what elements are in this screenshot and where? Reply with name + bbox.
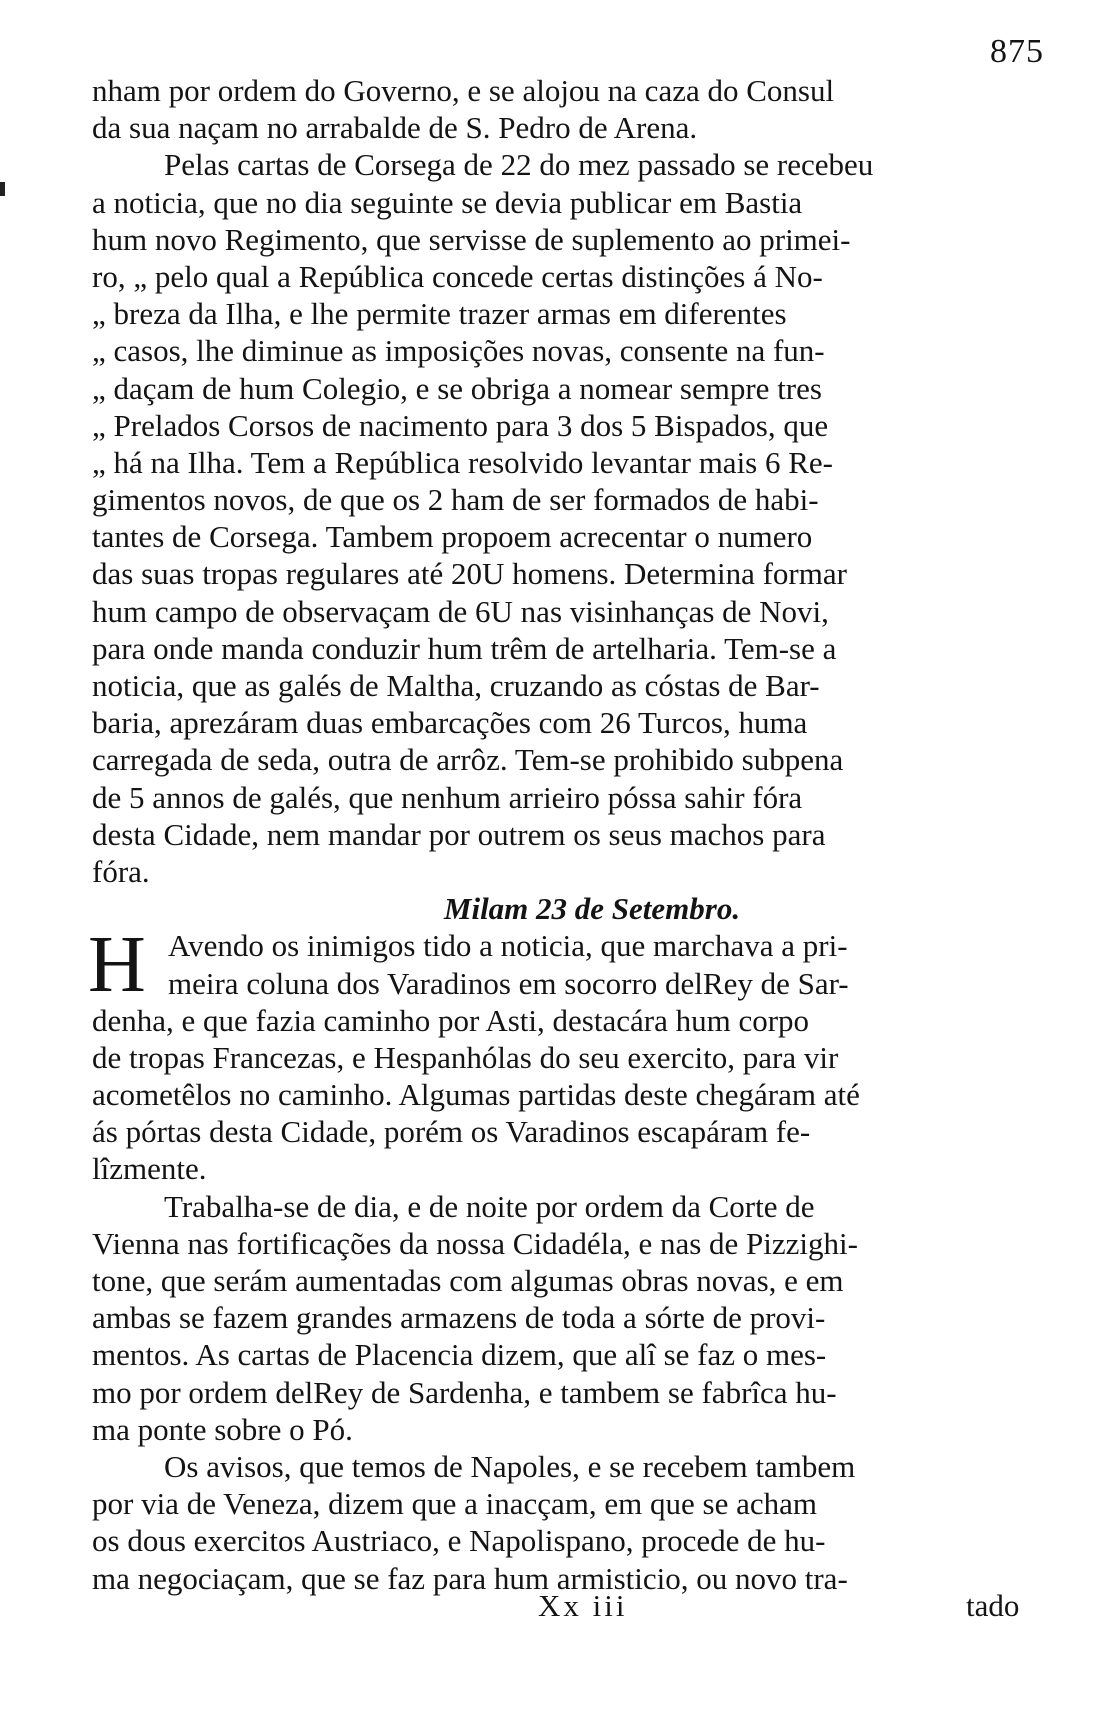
text-line: „ daçam de hum Colegio, e se obriga a nomear sempre tres — [92, 370, 822, 406]
text-line: Trabalha-se de dia, e de noite por ordem da Corte de — [164, 1188, 815, 1224]
drop-cap: H — [88, 921, 146, 1010]
text-line: desta Cidade, nem mandar por outrem os seus machos para — [92, 816, 826, 852]
paragraph-2 — [92, 146, 1052, 890]
text-line: baria, aprezáram duas embarcações com 26 Turcos, huma — [92, 705, 808, 741]
text-line: tone, que serám aumentadas com algumas obras novas, e em — [92, 1263, 844, 1298]
text-line: Pelas cartas de Corsega de 22 do mez passado se recebeu — [164, 147, 874, 183]
text-line: ro, „ pelo qual a República concede certas distinções á No- — [92, 258, 823, 294]
dropcap-block — [88, 921, 1052, 1010]
text-line: hum novo Regimento, que servisse de suplemento ao primei- — [92, 221, 851, 257]
text-line: ambas se fazem grandes armazens de toda a sórte de provi- — [92, 1300, 826, 1336]
text-line: ás pórtas desta Cidade, porém os Varadinos escapáram fe- — [92, 1114, 811, 1150]
catchword: tado — [966, 1588, 1020, 1623]
text-line: mo por ordem delRey de Sardenha, e tambem se fabrîca hu- — [92, 1374, 837, 1410]
paragraph-5 — [92, 1448, 1052, 1597]
page-footer — [0, 1586, 1100, 1626]
text-line: de 5 annos de galés, que nenhum arrieiro póssa sahir fóra — [92, 779, 803, 815]
text-line: denha, e que fazia caminho por Asti, destacára hum corpo — [92, 1002, 810, 1038]
text-line: gimentos novos, de que os 2 ham de ser formados de habi- — [92, 482, 819, 518]
text-line: carregada de seda, outra de arrôz. Tem-se prohibido subpena — [92, 742, 844, 778]
margin-mark — [0, 182, 5, 196]
text-line: Avendo os inimigos tido a noticia, que marchava a pri- — [168, 928, 848, 964]
text-line: „ Prelados Corsos de nacimento para 3 dos 5 Bispados, que — [92, 407, 829, 443]
paragraph-1 — [92, 72, 1052, 146]
text-line: meira coluna dos Varadinos em socorro delRey de Sar- — [168, 965, 849, 1001]
text-line: os dous exercitos Austriaco, e Napolispano, procede de hu- — [92, 1523, 826, 1559]
text-line: lîzmente. — [92, 1151, 207, 1187]
text-line: „ casos, lhe diminue as imposições novas, consente na fun- — [92, 333, 825, 369]
text-line: acometêlos no caminho. Algumas partidas deste chegáram até — [92, 1077, 860, 1113]
paragraph-4 — [92, 1188, 1052, 1448]
text-line: ma negociaçam, que se faz para hum armisticio, ou novo tra- — [92, 1560, 848, 1596]
text-line: nham por ordem do Governo, e se alojou na caza do Consul — [92, 73, 835, 108]
text-line: hum campo de observaçam de 6U nas visinhanças de Novi, — [92, 593, 829, 629]
text-line: fóra. — [92, 853, 150, 889]
text-line: „ há na Ilha. Tem a República resolvido levantar mais 6 Re- — [92, 444, 834, 480]
page-number: 875 — [990, 33, 1044, 70]
text-line: das suas tropas regulares até 20U homens. Determina formar — [92, 556, 847, 592]
text-line: „ breza da Ilha, e lhe permite trazer armas em diferentes — [92, 296, 787, 332]
text-line: para onde manda conduzir hum trêm de artelharia. Tem-se a — [92, 630, 837, 666]
main-text — [88, 72, 1052, 1597]
section-heading: Milam 23 de Setembro. — [443, 891, 741, 927]
text-line: Vienna nas fortificações da nossa Cidadéla, e nas de Pizzighi- — [92, 1225, 858, 1261]
signature-mark: Xx iii — [538, 1588, 628, 1623]
text-line: ma ponte sobre o Pó. — [92, 1411, 353, 1447]
text-line: noticia, que as galés de Maltha, cruzando as cóstas de Bar- — [92, 668, 820, 703]
text-line: mentos. As cartas de Placencia dizem, que alî se faz o mes- — [92, 1337, 827, 1373]
text-line: por via de Veneza, dizem que a inacçam, em que se acham — [92, 1486, 818, 1522]
text-line: de tropas Francezas, e Hespanhólas do seu exercito, para vir — [92, 1039, 839, 1075]
text-line: tantes de Corsega. Tambem propoem acrecentar o numero — [92, 519, 813, 555]
text-line: Os avisos, que temos de Napoles, e se recebem tambem — [164, 1448, 856, 1484]
text-line: da sua naçam no arrabalde de S. Pedro de Arena. — [92, 110, 698, 146]
text-line: a noticia, que no dia seguinte se devia publicar em Bastia — [92, 184, 803, 220]
paragraph-3 — [88, 921, 1052, 1187]
